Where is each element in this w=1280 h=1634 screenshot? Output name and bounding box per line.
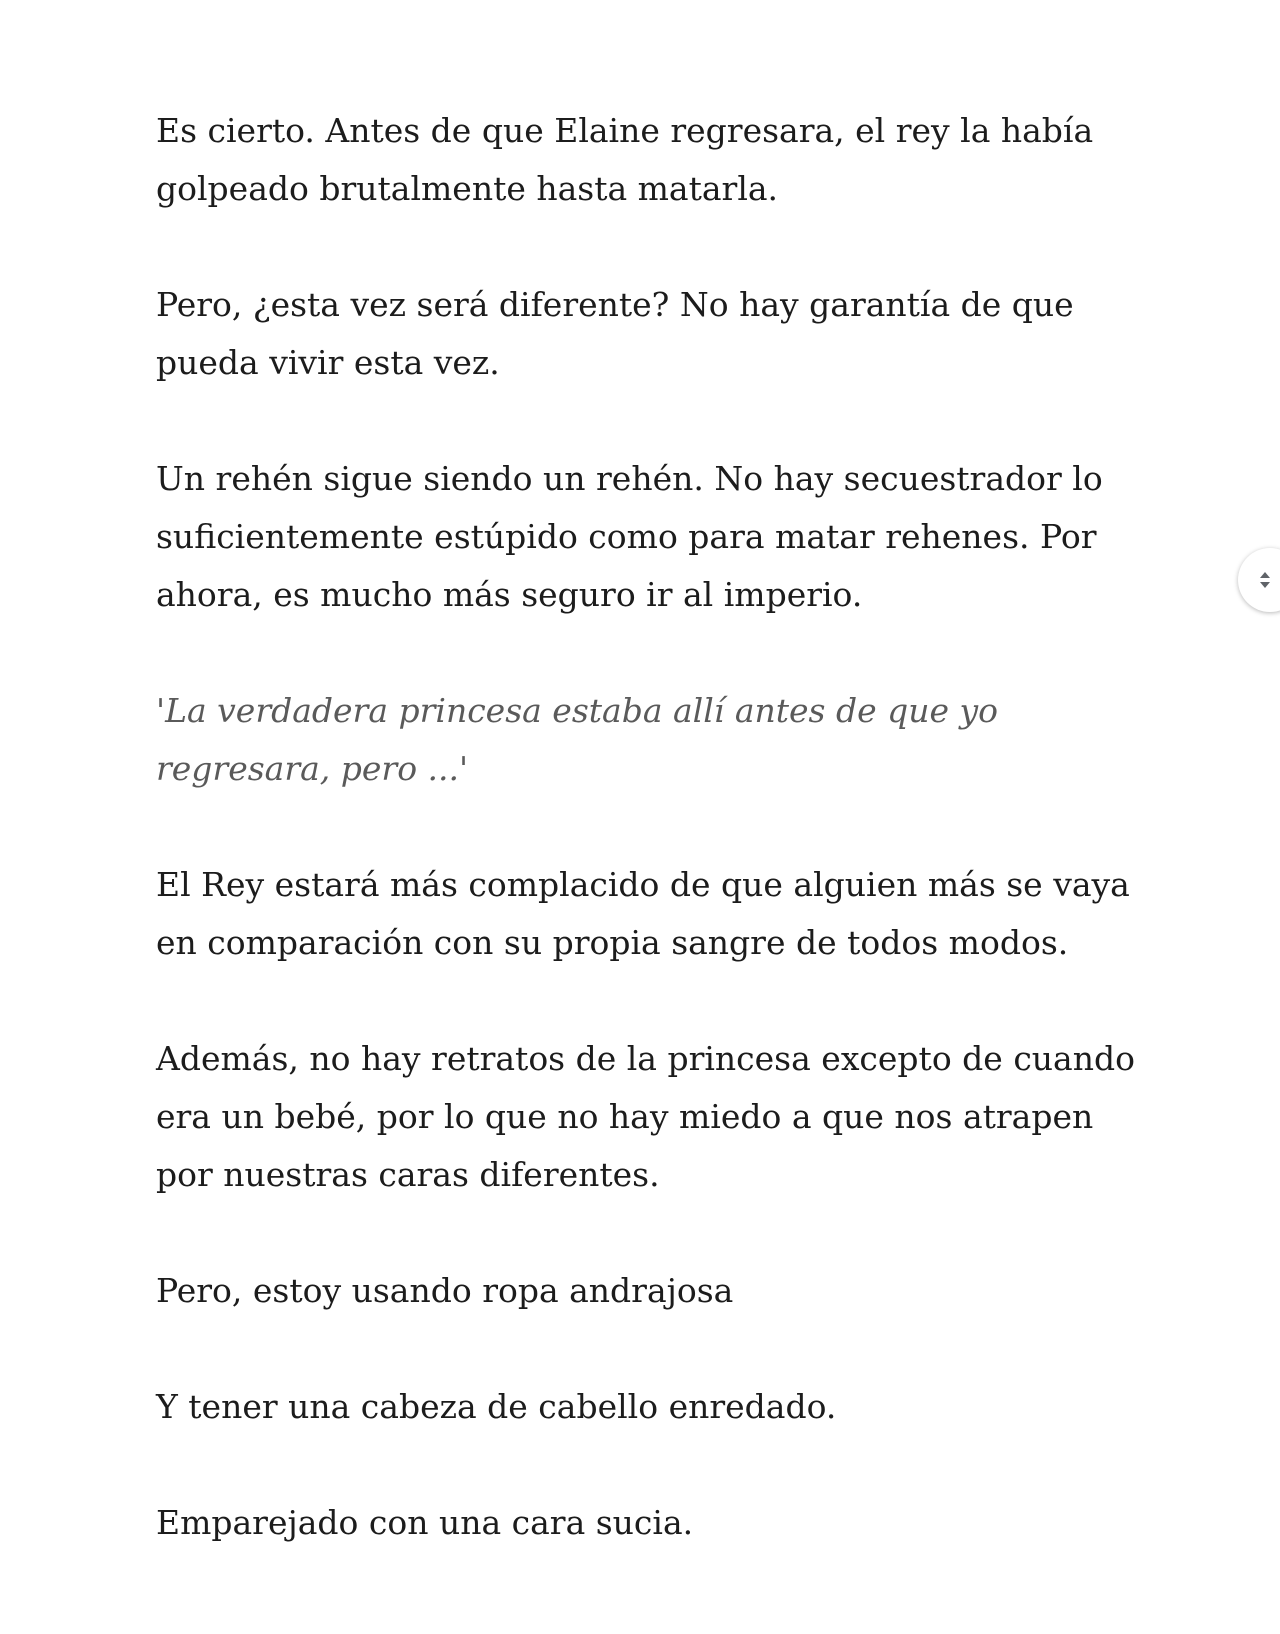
paragraph: Es cierto. Antes de que Elaine regresara, el rey la había golpeado brutalmente hasta matarla. [156,111,1094,208]
paragraph: Pero, estoy usando ropa andrajosa [156,1271,734,1310]
paragraph: Emparejado con una cara sucia. [156,1503,694,1542]
scroll-control-button[interactable] [1238,548,1280,612]
paragraph: Además, no hay retratos de la princesa excepto de cuando era un bebé, por lo que no hay miedo a que nos atrapen por nuestras caras diferentes. [156,1039,1135,1194]
inner-thought-paragraph: 'La verdadera princesa estaba allí antes de que yo regresara, pero ...' [156,691,999,788]
article-body [156,102,1136,1610]
up-down-chevron-icon [1258,569,1272,591]
paragraph: Y tener una cabeza de cabello enredado. [156,1387,837,1426]
paragraph: El Rey estará más complacido de que alguien más se vaya en comparación con su propia sangre de todos modos. [156,865,1130,962]
paragraph: Pero, ¿esta vez será diferente? No hay garantía de que pueda vivir esta vez. [156,285,1074,382]
paragraph: Un rehén sigue siendo un rehén. No hay secuestrador lo suficientemente estúpido como para matar rehenes. Por ahora, es mucho más seguro ir al imperio. [156,459,1103,614]
